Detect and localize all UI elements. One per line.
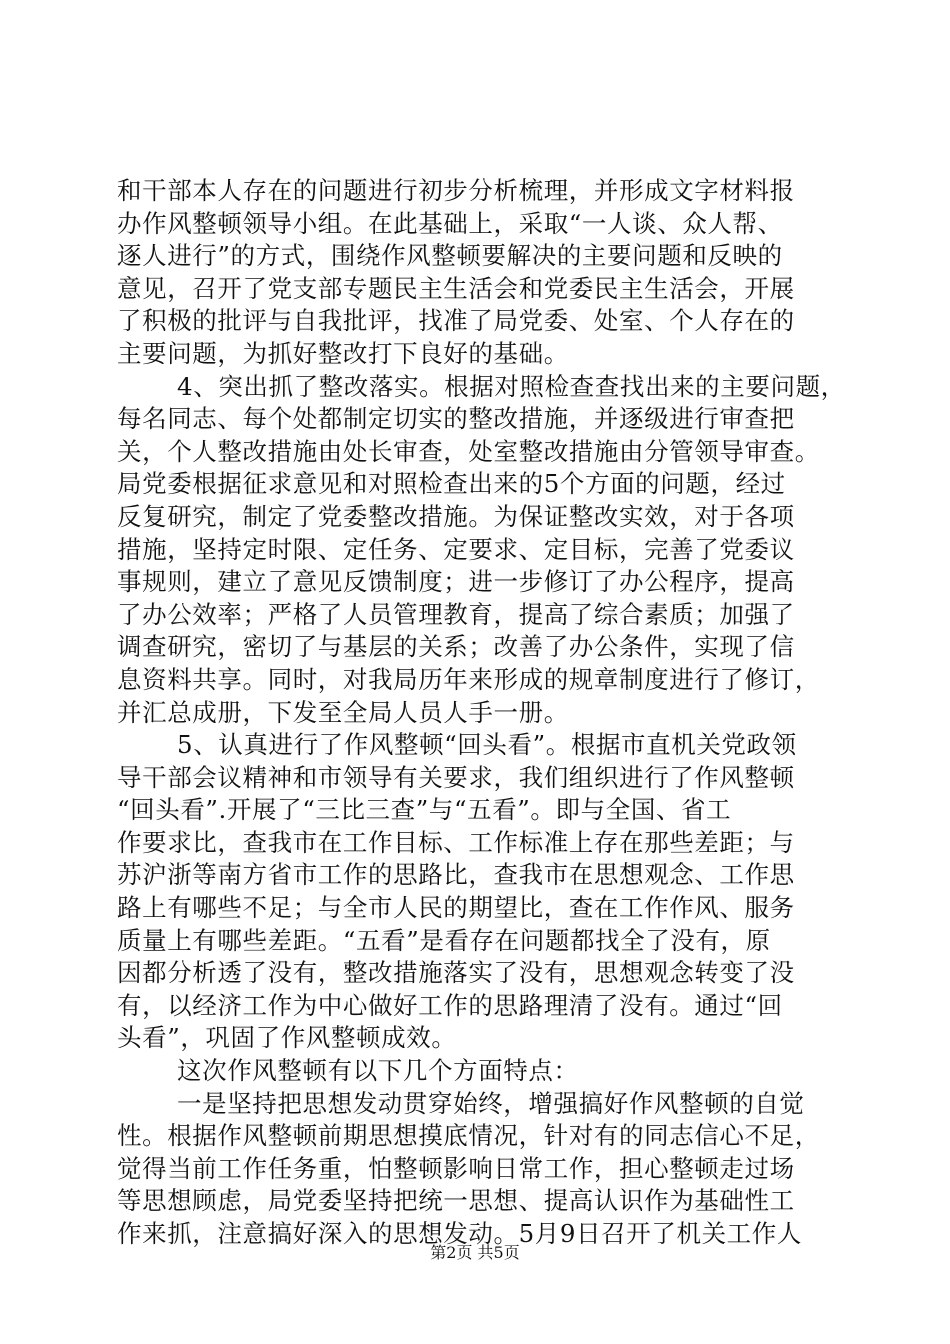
text-line: 觉得当前工作任务重，怕整顿影响日常工作，担心整顿走过场 (117, 1153, 795, 1183)
text-line: 意见，召开了党支部专题民主生活会和党委民主生活会，开展 (117, 273, 795, 303)
page-footer: 第2页 共5页 (430, 1243, 520, 1262)
text-line: 主要问题，为抓好整改打下良好的基础。 (117, 338, 569, 368)
text-line: 性。根据作风整顿前期思想摸底情况，针对有的同志信心不足， (117, 1121, 820, 1151)
text-line: 办作风整顿领导小组。在此基础上，采取“一人谈、众人帮、 (117, 208, 783, 238)
text-line: 有，以经济工作为中心做好工作的思路理清了没有。通过“回 (117, 990, 783, 1020)
text-line: 4、突出抓了整改落实。根据对照检查查找出来的主要问题， (177, 371, 846, 401)
text-line: 头看”，巩固了作风整顿成效。 (117, 1023, 457, 1053)
text-line: “回头看”.开展了“三比三查”与“五看”。即与全国、省工 (117, 795, 732, 825)
text-line: 措施，坚持定时限、定任务、定要求、定目标，完善了党委议 (117, 534, 795, 564)
text-line: 导干部会议精神和市领导有关要求，我们组织进行了作风整顿 (117, 762, 795, 792)
text-line: 调查研究，密切了与基层的关系；改善了办公条件，实现了信 (117, 632, 795, 662)
text-line: 因都分析透了没有，整改措施落实了没有，思想观念转变了没 (117, 958, 795, 988)
text-line: 作来抓，注意搞好深入的思想发动。5月9日召开了机关工作人 (117, 1219, 802, 1248)
text-line: 路上有哪些不足；与全市人民的期望比，查在工作作风、服务 (117, 893, 795, 923)
text-line: 并汇总成册，下发至全局人员人手一册。 (117, 697, 569, 727)
text-line: 局党委根据征求意见和对照检查出来的5个方面的问题，经过 (117, 469, 786, 499)
text-line: 5、认真进行了作风整顿“回头看”。根据市直机关党政领 (177, 730, 797, 760)
text-line: 等思想顾虑，局党委坚持把统一思想、提高认识作为基础性工 (117, 1186, 795, 1216)
text-line: 事规则，建立了意见反馈制度；进一步修订了办公程序，提高 (117, 567, 795, 597)
text-line: 逐人进行”的方式，围绕作风整顿要解决的主要问题和反映的 (117, 241, 783, 271)
text-line: 了办公效率；严格了人员管理教育，提高了综合素质；加强了 (117, 599, 795, 629)
text-line: 一是坚持把思想发动贯穿始终，增强搞好作风整顿的自觉 (177, 1088, 805, 1118)
text-line: 了积极的批评与自我批评，找准了局党委、处室、个人存在的 (117, 306, 795, 336)
text-line: 和干部本人存在的问题进行初步分析梳理，并形成文字材料报 (117, 176, 795, 205)
text-line: 苏沪浙等南方省市工作的思路比，查我市在思想观念、工作思 (117, 860, 795, 890)
text-line: 这次作风整顿有以下几个方面特点： (177, 1056, 579, 1086)
text-line: 息资料共享。同时，对我局历年来形成的规章制度进行了修订， (117, 664, 820, 694)
text-line: 反复研究，制定了党委整改措施。为保证整改实效，对于各项 (117, 501, 795, 531)
text-line: 作要求比，查我市在工作目标、工作标准上存在那些差距；与 (117, 827, 795, 857)
body-text (117, 175, 846, 1251)
text-line: 关，个人整改措施由处长审查，处室整改措施由分管领导审查。 (117, 436, 820, 466)
text-line: 每名同志、每个处都制定切实的整改措施，并逐级进行审查把 (117, 404, 795, 434)
text-line: 质量上有哪些差距。“五看”是看存在问题都找全了没有，原 (117, 925, 771, 955)
